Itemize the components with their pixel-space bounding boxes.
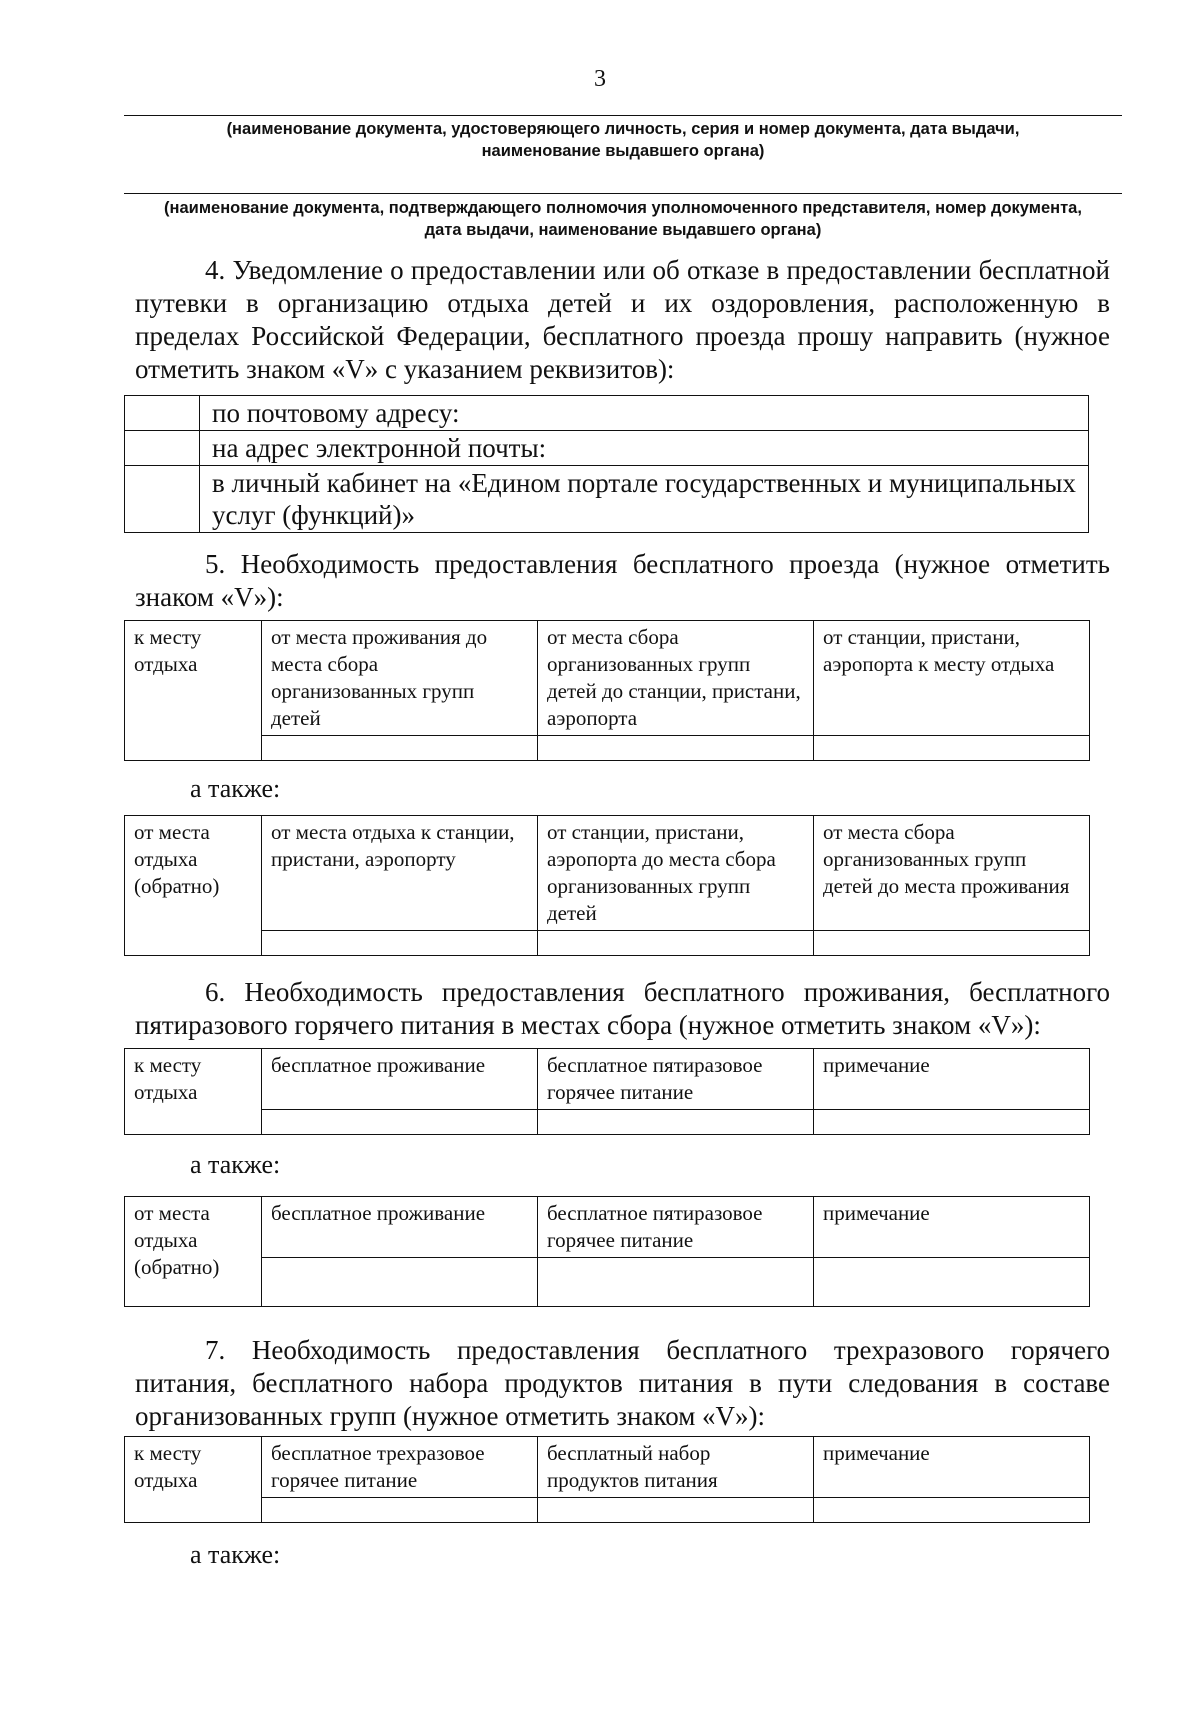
lodging-to-rest-table bbox=[124, 1048, 1090, 1135]
checkbox-cell[interactable] bbox=[538, 1258, 814, 1307]
checkbox-cell[interactable] bbox=[262, 1110, 538, 1135]
checkbox-cell[interactable] bbox=[262, 1258, 538, 1307]
col-header: бесплатное пятиразовое горячее питание bbox=[538, 1049, 814, 1110]
notification-method-table bbox=[124, 395, 1089, 533]
checkbox-cell[interactable] bbox=[538, 931, 814, 956]
col-header: примечание bbox=[814, 1437, 1090, 1498]
lodging-back-table bbox=[124, 1196, 1090, 1307]
section-5-number: 5. bbox=[205, 549, 226, 579]
col-header: бесплатное трехразовое горячее питание bbox=[262, 1437, 538, 1498]
section-5-paragraph bbox=[135, 548, 1110, 614]
row-label-to-rest: к месту отдыха bbox=[125, 621, 262, 761]
checkbox-gosuslugi-cabinet[interactable] bbox=[125, 466, 200, 533]
checkbox-cell[interactable] bbox=[814, 1110, 1090, 1135]
col-header: от места сбора организованных групп детей до места проживания bbox=[814, 816, 1090, 931]
caption-authority-document: (наименование документа, подтверждающего полномочия уполномоченного представителя, номер документа, дата выдачи, наименование выдавшего органа) bbox=[164, 199, 1082, 239]
section-7-paragraph bbox=[135, 1334, 1110, 1433]
also-label: а также: bbox=[190, 774, 281, 803]
col-header: бесплатное пятиразовое горячее питание bbox=[538, 1197, 814, 1258]
row-label-to-rest: к месту отдыха bbox=[125, 1437, 262, 1523]
col-header: от станции, пристани, аэропорта к месту отдыха bbox=[814, 621, 1090, 736]
row-label-back: от места отдыха (обратно) bbox=[125, 1197, 262, 1307]
page-number: 3 bbox=[594, 66, 606, 92]
col-header: бесплатный набор продуктов питания bbox=[538, 1437, 814, 1498]
row-label-to-rest: к месту отдыха bbox=[125, 1049, 262, 1135]
checkbox-cell[interactable] bbox=[538, 1498, 814, 1523]
col-header: примечание bbox=[814, 1197, 1090, 1258]
checkbox-cell[interactable] bbox=[262, 1498, 538, 1523]
fill-line-authority-document[interactable] bbox=[124, 193, 1122, 194]
section-4-number: 4. bbox=[205, 255, 226, 285]
col-header: от места сбора организованных групп детей до станции, пристани, аэропорта bbox=[538, 621, 814, 736]
checkbox-cell[interactable] bbox=[814, 1258, 1090, 1307]
col-header: примечание bbox=[814, 1049, 1090, 1110]
col-header: бесплатное проживание bbox=[262, 1197, 538, 1258]
travel-to-rest-table bbox=[124, 620, 1090, 761]
section-4-text: Уведомление о предоставлении или об отказе в предоставлении бесплатной путевки в организацию отдыха детей и их оздоровления, расположенную в пределах Российской Федерации, бесплатного проезда прошу направить (нужное отметить знаком «V» с указанием реквизитов): bbox=[135, 255, 1111, 384]
row-label-back: от места отдыха (обратно) bbox=[125, 816, 262, 956]
checkbox-cell[interactable] bbox=[262, 931, 538, 956]
checkbox-cell[interactable] bbox=[814, 931, 1090, 956]
option-postal-address[interactable]: по почтовому адресу: bbox=[200, 396, 1089, 431]
also-label: а также: bbox=[190, 1150, 281, 1179]
checkbox-cell[interactable] bbox=[814, 736, 1090, 761]
col-header: от места проживания до места сбора организованных групп детей bbox=[262, 621, 538, 736]
checkbox-cell[interactable] bbox=[538, 1110, 814, 1135]
col-header: от станции, пристани, аэропорта до места сбора организованных групп детей bbox=[538, 816, 814, 931]
section-5-text: Необходимость предоставления бесплатного проезда (нужное отметить знаком «V»): bbox=[135, 549, 1110, 612]
col-header: от места отдыха к станции, пристани, аэропорту bbox=[262, 816, 538, 931]
section-6-number: 6. bbox=[205, 977, 226, 1007]
notification-option-row bbox=[125, 431, 1089, 466]
section-6-paragraph bbox=[135, 976, 1110, 1042]
notification-option-row bbox=[125, 396, 1089, 431]
checkbox-cell[interactable] bbox=[262, 736, 538, 761]
notification-option-row bbox=[125, 466, 1089, 533]
also-label: а также: bbox=[190, 1540, 281, 1569]
checkbox-postal-address[interactable] bbox=[125, 396, 200, 431]
section-4-paragraph bbox=[135, 254, 1110, 386]
checkbox-cell[interactable] bbox=[814, 1498, 1090, 1523]
option-email[interactable]: на адрес электронной почты: bbox=[200, 431, 1089, 466]
col-header: бесплатное проживание bbox=[262, 1049, 538, 1110]
travel-back-table bbox=[124, 815, 1090, 956]
section-7-text: Необходимость предоставления бесплатного трехразового горячего питания, бесплатного набора продуктов питания в пути следования в составе организованных групп (нужное отметить знаком «V»): bbox=[135, 1335, 1110, 1431]
section-6-text: Необходимость предоставления бесплатного проживания, бесплатного пятиразового горячего питания в местах сбора (нужное отметить знаком «V»): bbox=[135, 977, 1111, 1040]
section-7-number: 7. bbox=[205, 1335, 226, 1365]
meals-to-rest-table bbox=[124, 1436, 1090, 1523]
checkbox-email[interactable] bbox=[125, 431, 200, 466]
caption-identity-document: (наименование документа, удостоверяющего личность, серия и номер документа, дата выдачи, наименование выдавшего органа) bbox=[226, 120, 1020, 160]
fill-line-identity-document[interactable] bbox=[124, 115, 1122, 116]
checkbox-cell[interactable] bbox=[538, 736, 814, 761]
option-gosuslugi-cabinet[interactable]: в личный кабинет на «Едином портале государственных и муниципальных услуг (функций)» bbox=[200, 466, 1089, 533]
